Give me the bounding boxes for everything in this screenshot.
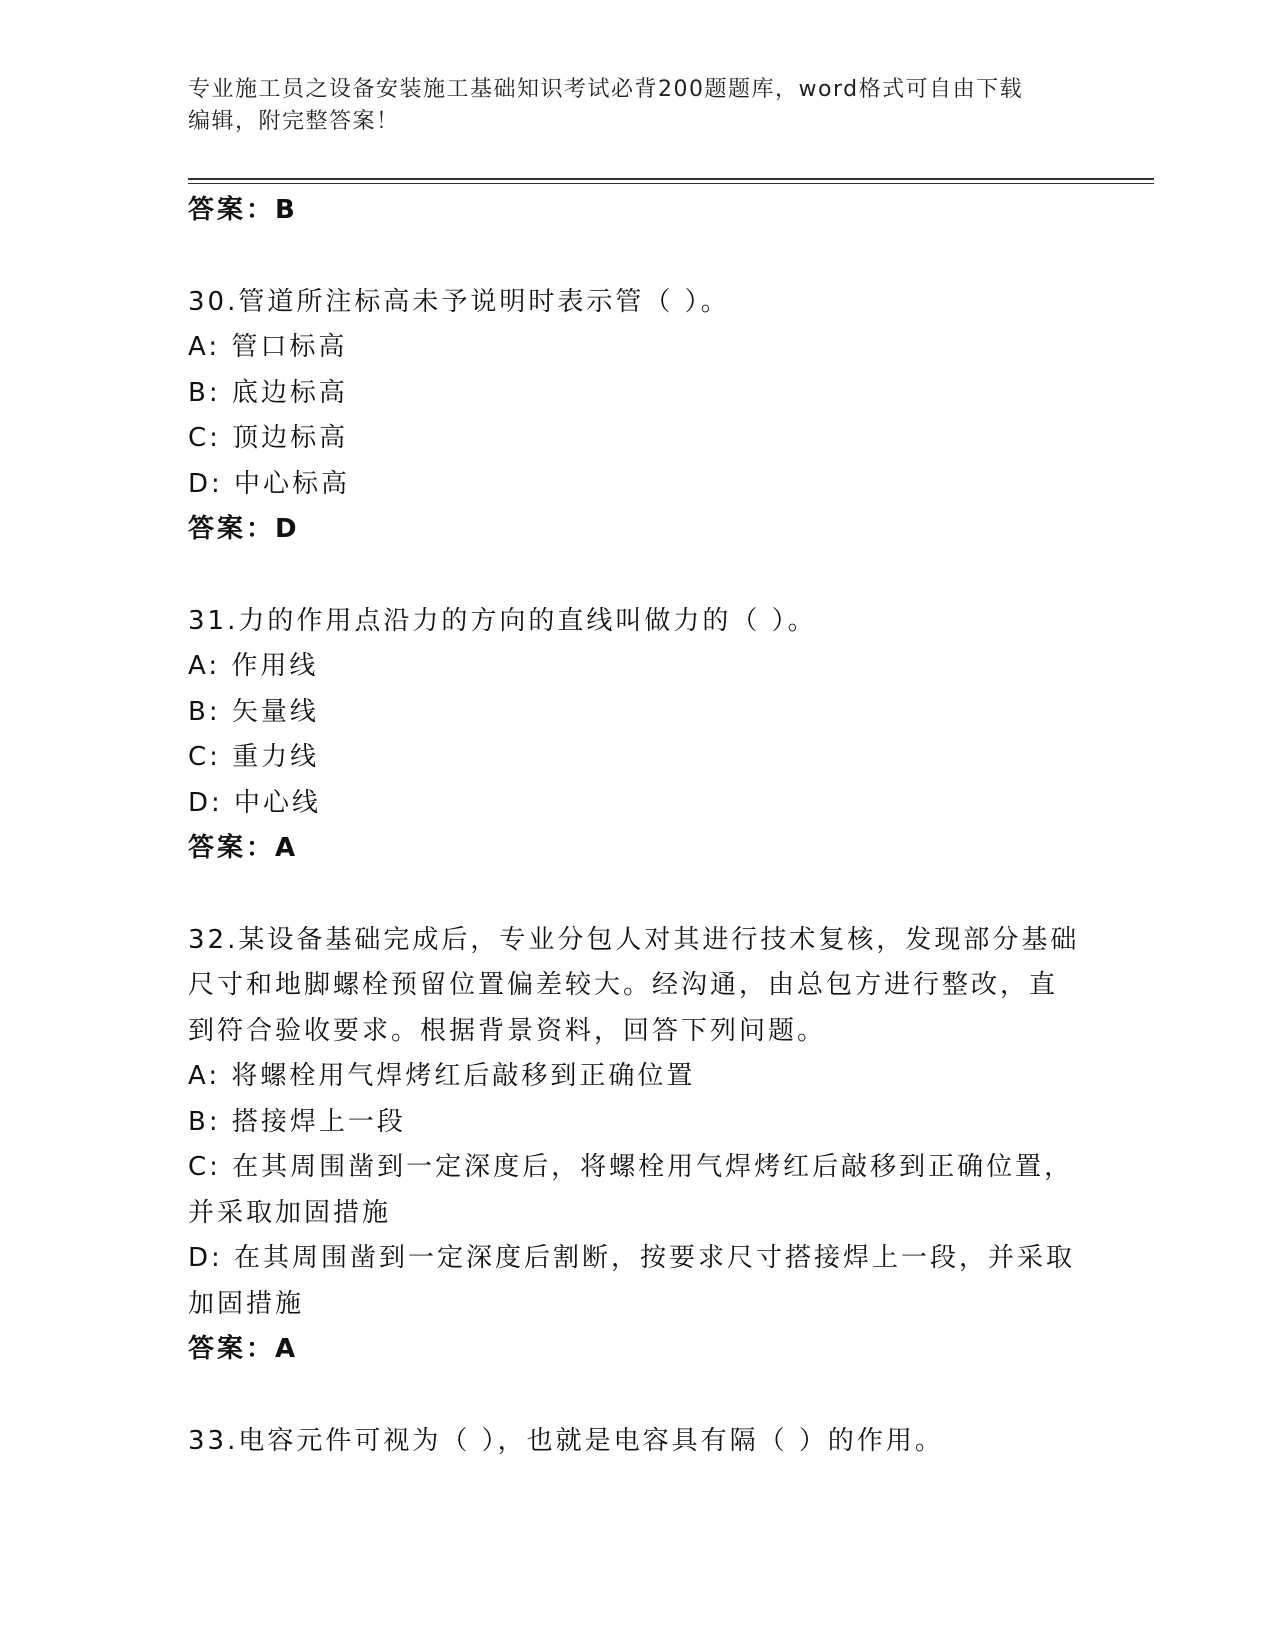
header-divider-thick (188, 178, 1154, 180)
answer-line: 答案：B (188, 195, 298, 225)
question-stem: 33.电容元件可视为（ ），也就是电容具有隔（ ）的作用。 (188, 1425, 944, 1456)
option-c: C: 在其周围凿到一定深度后，将螺栓用气焊烤红后敲移到正确位置， (188, 1152, 1074, 1182)
spacer (188, 872, 1088, 918)
option-a: A: 作用线 (188, 651, 319, 681)
answer-line: 答案：A (188, 1334, 299, 1364)
question-stem-line-3: 到符合验收要求。根据背景资料，回答下列问题。 (188, 1015, 827, 1046)
option-a: A: 将螺栓用气焊烤红后敲移到正确位置 (188, 1061, 696, 1091)
option-b: B: 矢量线 (188, 696, 319, 727)
option-d: D: 在其周围凿到一定深度后割断，按要求尺寸搭接焊上一段，并采取 (188, 1243, 1076, 1273)
answer-line: 答案：A (188, 833, 299, 863)
option-d: D: 中心标高 (188, 468, 351, 499)
spacer (188, 1373, 1088, 1419)
question-stem: 30.管道所注标高未予说明时表示管（ ）。 (188, 286, 730, 317)
option-d-continued: 加固措施 (188, 1288, 305, 1319)
question-stem: 31.力的作用点沿力的方向的直线叫做力的（ ）。 (188, 605, 817, 636)
option-c: C: 顶边标高 (188, 423, 349, 453)
question-stem-line-1: 32.某设备基础完成后，专业分包人对其进行技术复核，发现部分基础 (188, 924, 1080, 955)
spacer (188, 234, 1088, 280)
header-title-line-2: 编辑，附完整答案！ (188, 109, 400, 134)
option-a: A: 管口标高 (188, 332, 348, 362)
page-header (188, 74, 1058, 138)
option-b: B: 搭接焊上一段 (188, 1106, 406, 1137)
answer-line: 答案：D (188, 514, 300, 544)
spacer (188, 553, 1088, 599)
option-b: B: 底边标高 (188, 377, 348, 408)
header-title-line-1: 专业施工员之设备安装施工基础知识考试必背200题题库，word格式可自由下载 (188, 77, 1024, 102)
header-divider-thin (188, 183, 1154, 184)
option-c: C: 重力线 (188, 742, 320, 772)
option-d: D: 中心线 (188, 787, 322, 818)
question-stem-line-2: 尺寸和地脚螺栓预留位置偏差较大。经沟通，由总包方进行整改，直 (188, 970, 1059, 1000)
option-c-continued: 并采取加固措施 (188, 1197, 392, 1228)
question-list (188, 188, 1088, 1464)
